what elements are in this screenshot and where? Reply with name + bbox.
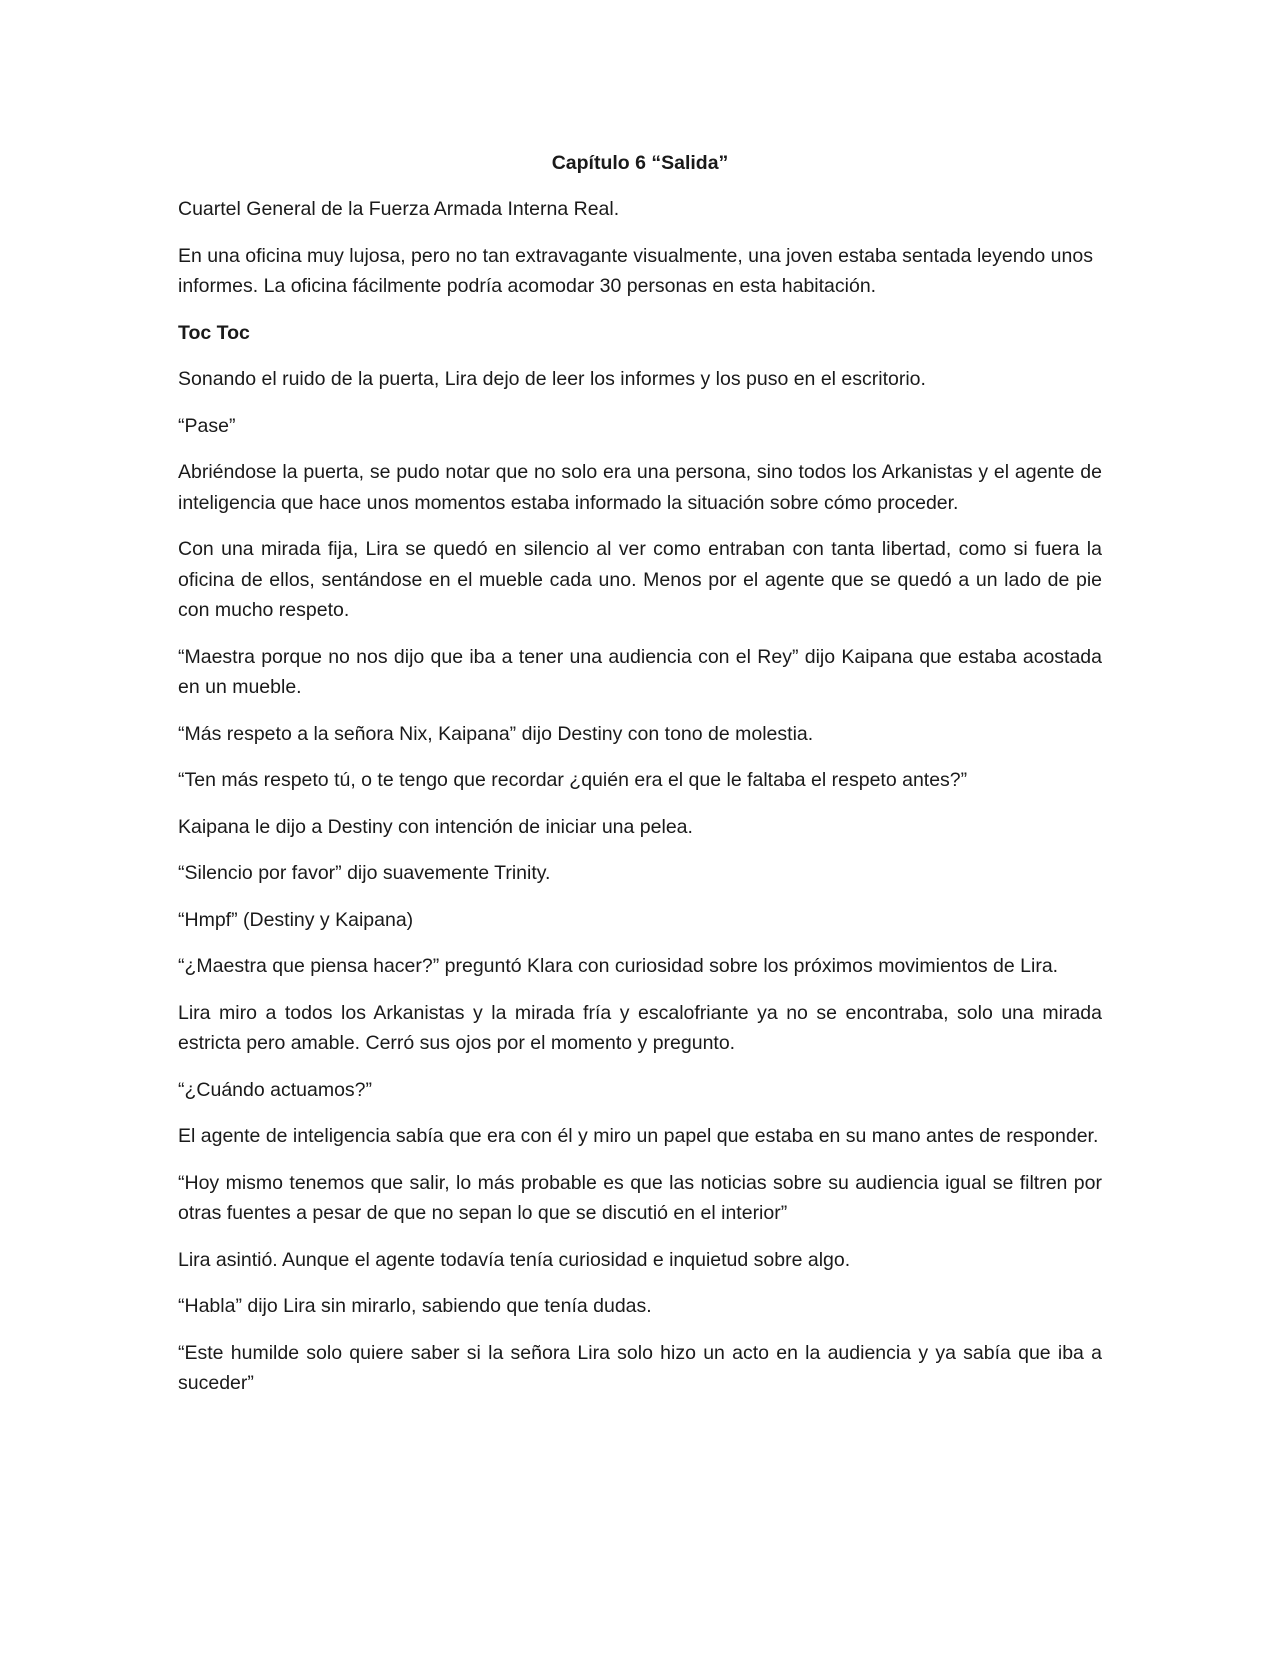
paragraph: “¿Cuándo actuamos?” xyxy=(178,1078,373,1101)
paragraph: Sonando el ruido de la puerta, Lira dejo de leer los informes y los puso en el escritorio. xyxy=(178,368,926,390)
paragraph: “Habla” dijo Lira sin mirarlo, sabiendo que tenía dudas. xyxy=(178,1295,652,1317)
paragraph: “Pase” xyxy=(178,414,236,437)
sound-effect-heading: Toc Toc xyxy=(178,321,250,344)
paragraph: Con una mirada fija, Lira se quedó en silencio al ver como entraban con tanta libertad, como si fuera la oficina de ellos, sentándose en el mueble cada uno. Menos por el agente que se quedó a un lado de pie con mucho respeto. xyxy=(178,538,1102,621)
paragraph: “Maestra porque no nos dijo que iba a tener una audiencia con el Rey” dijo Kaipana que estaba acostada en un mueble. xyxy=(178,645,1102,698)
paragraph: Kaipana le dijo a Destiny con intención de iniciar una pelea. xyxy=(178,815,693,838)
paragraph: Cuartel General de la Fuerza Armada Interna Real. xyxy=(178,198,620,220)
chapter-title: Capítulo 6 “Salida” xyxy=(551,152,729,174)
paragraph: “Este humilde solo quiere saber si la señora Lira solo hizo un acto en la audiencia y ya sabía que iba a suceder” xyxy=(178,1341,1102,1394)
paragraph: “¿Maestra que piensa hacer?” preguntó Klara con curiosidad sobre los próximos movimientos de Lira. xyxy=(178,955,1059,977)
document-body xyxy=(178,194,1102,1399)
paragraph: En una oficina muy lujosa, pero no tan extravagante visualmente, una joven estaba sentada leyendo unos informes. La oficina fácilmente podría acomodar 30 personas en esta habitación. xyxy=(178,244,1093,297)
paragraph: Abriéndose la puerta, se pudo notar que no solo era una persona, sino todos los Arkanistas y el agente de inteligencia que hace unos momentos estaba informado la situación sobre cómo proceder. xyxy=(178,461,1102,514)
paragraph: “Hmpf” (Destiny y Kaipana) xyxy=(178,908,414,931)
paragraph: “Hoy mismo tenemos que salir, lo más probable es que las noticias sobre su audiencia igual se filtren por otras fuentes a pesar de que no sepan lo que se discutió en el interior” xyxy=(178,1171,1102,1224)
paragraph: “Más respeto a la señora Nix, Kaipana” dijo Destiny con tono de molestia. xyxy=(178,722,814,745)
paragraph: Lira miro a todos los Arkanistas y la mirada fría y escalofriante ya no se encontraba, solo una mirada estricta pero amable. Cerró sus ojos por el momento y pregunto. xyxy=(178,1001,1102,1054)
paragraph: El agente de inteligencia sabía que era con él y miro un papel que estaba en su mano antes de responder. xyxy=(178,1125,1099,1147)
document-page xyxy=(178,148,1102,1415)
paragraph: “Ten más respeto tú, o te tengo que recordar ¿quién era el que le faltaba el respeto antes?” xyxy=(178,769,968,791)
paragraph: “Silencio por favor” dijo suavemente Trinity. xyxy=(178,862,551,884)
paragraph: Lira asintió. Aunque el agente todavía tenía curiosidad e inquietud sobre algo. xyxy=(178,1248,851,1271)
